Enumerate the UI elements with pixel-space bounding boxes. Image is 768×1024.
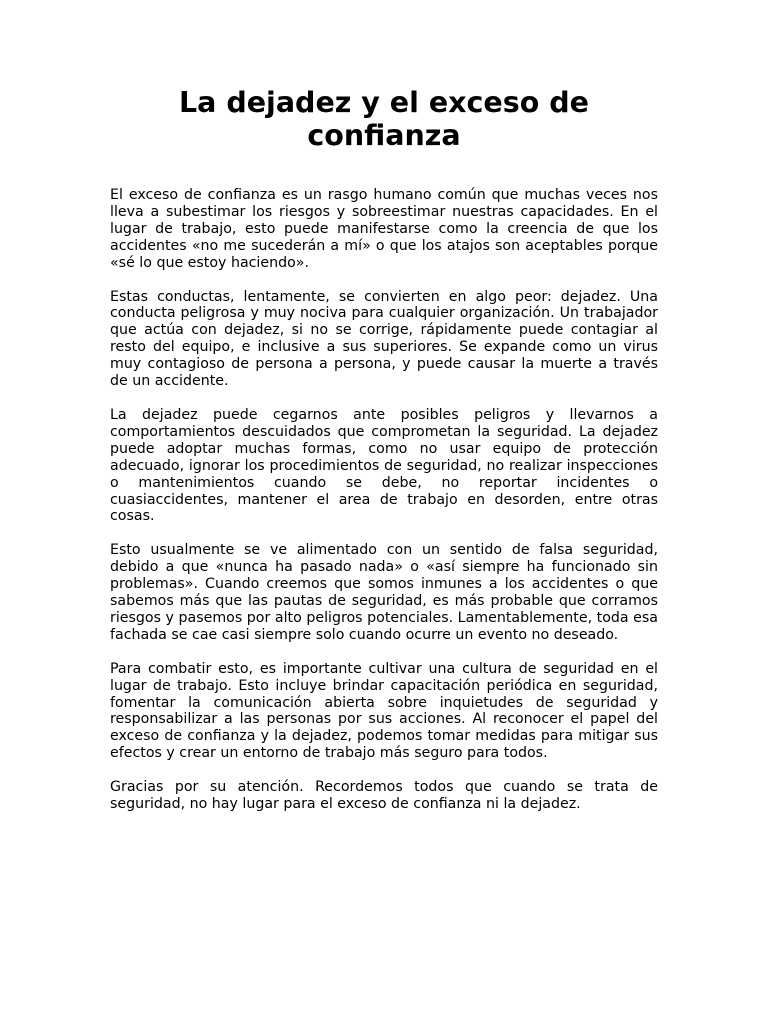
document-title: La dejadez y el exceso de confianza: [179, 86, 589, 152]
paragraph-5: Para combatir esto, es importante cultivar una cultura de seguridad en el lugar de trabajo. Esto incluye brindar capacitación periódica en seguridad, fomentar la comunicación abierta sobre inquietudes de seguridad y responsabilizar a las personas por sus acciones. Al reconocer el papel del exceso de confianza y la dejadez, podemos tomar medidas para mitigar sus efectos y crear un entorno de trabajo más seguro para todos.: [110, 660, 658, 762]
paragraph-4: Esto usualmente se ve alimentado con un sentido de falsa seguridad, debido a que «nunca ha pasado nada» o «así siempre ha funcionado sin problemas». Cuando creemos que somos inmunes a los accidentes o que sabemos más que las pautas de seguridad, es más probable que corramos riesgos y pasemos por alto peligros potenciales. Lamentablemente, toda esa fachada se cae casi siempre solo cuando ocurre un evento no deseado.: [110, 542, 658, 643]
paragraph-6: Gracias por su atención. Recordemos todos que cuando se trata de seguridad, no hay lugar para el exceso de confianza ni la dejadez.: [110, 779, 658, 813]
document-body: [110, 187, 658, 830]
paragraph-3: La dejadez puede cegarnos ante posibles peligros y llevarnos a comportamientos descuidados que comprometan la seguridad. La dejadez puede adoptar muchas formas, como no usar equipo de protección adecuado, ignorar los procedimientos de seguridad, no realizar inspecciones o mantenimientos cuando se debe, no reportar incidentes o cuasiaccidentes, mantener el area de trabajo en desorden, entre otras cosas.: [110, 406, 658, 525]
paragraph-1: El exceso de confianza es un rasgo humano común que muchas veces nos lleva a subestimar los riesgos y sobreestimar nuestras capacidades. En el lugar de trabajo, esto puede manifestarse como la creencia de que los accidentes «no me sucederán a mí» o que los atajos son aceptables porque «sé lo que estoy haciendo».: [110, 187, 658, 271]
paragraph-2: Estas conductas, lentamente, se convierten en algo peor: dejadez. Una conducta peligrosa y muy nociva para cualquier organización. Un trabajador que actúa con dejadez, si no se corrige, rápidamente puede contagiar al resto del equipo, e inclusive a sus superiores. Se expande como un virus muy contagioso de persona a persona, y puede causar la muerte a través de un accidente.: [110, 288, 658, 390]
